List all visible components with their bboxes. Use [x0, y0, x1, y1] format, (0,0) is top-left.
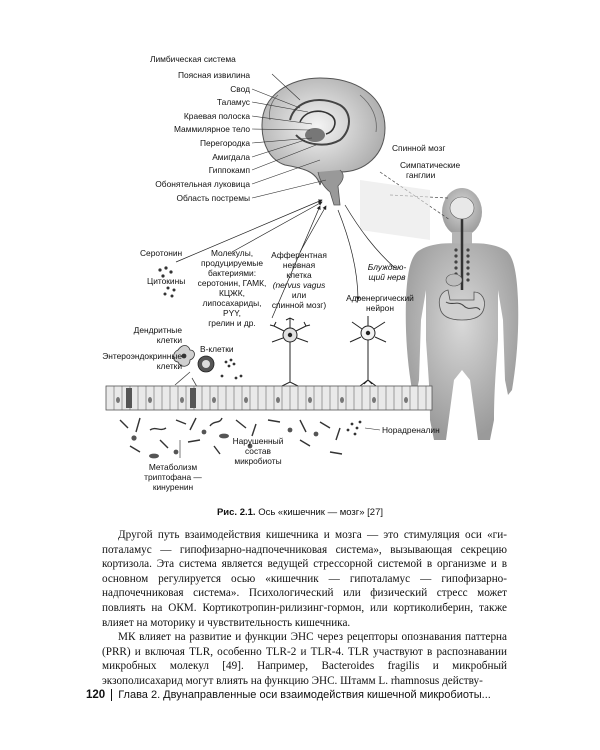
paragraph-1: Другой путь взаимодействия кишечника и мозга — это стимуляция оси «гипоталамус — гипофизарно-надпочечниковая система», вызывающая секрецию кортизола. Эта система является ведущей стрессорной системой в организме и в основном регулируется осью «кишечник — гипоталамус — гипофизарно-надпочечниковая система». Психологический или физический стресс может повлиять на ОКМ. Кортикотропин-рилизинг-гормон, или кортиколиберин, также влияет на моторику и чувствительность кишечника. [102, 529, 507, 629]
label-fornix: Свод [230, 84, 250, 94]
label-septum: Перегородка [199, 138, 250, 148]
paragraph-2: МК влияет на развитие и функции ЭНС через рецепторы опознавания паттерна (PRR) и включая TLR, особенно TLR-2 и TLR-4. TLR участвуют в распознавании микробных молекул [49]. Например, Bacteroides fragilis и микробный экзополисахарид могут влиять на функцию ЭНС. Штамм L. rhamnosus действу- [102, 631, 507, 687]
adrenergic-neuron [350, 316, 386, 386]
body-text [102, 528, 507, 689]
label-spinal-cord: Спинной мозг [392, 143, 446, 153]
page-number: 120 [86, 689, 112, 701]
label-mammillary: Маммилярное тело [173, 124, 250, 134]
label-dysbiosis: Нарушенный состав микробиоты [232, 436, 284, 466]
figure-caption-text: Ось «кишечник — мозг» [27] [258, 507, 384, 518]
intestinal-epithelium [106, 386, 432, 410]
label-cingulate: Поясная извилина [177, 70, 250, 80]
figure-caption [0, 507, 600, 518]
afferent-neuron [270, 318, 310, 386]
noradrenaline-dots [347, 421, 362, 436]
label-tryptophan: Метаболизм триптофана — кинуренин [144, 462, 202, 492]
noradrenaline-leader [365, 428, 380, 430]
label-bacterial-molecules: Молекулы, продуцируемые бактериями: серотонин, ГАМК, КЦЖК, липосахариды, PYY, грелин и др. [197, 248, 267, 328]
label-olfactory: Обонятельная луковица [155, 179, 250, 189]
label-afferent-cell: Афферентная нервная клетка (nervus vagus или спинной мозг) [271, 250, 327, 310]
label-thalamus: Таламус [216, 97, 250, 107]
label-adrenergic-neuron: Адренергический нейрон [346, 293, 414, 313]
chapter-title: Глава 2. Двунаправленные оси взаимодействия кишечной микробиоты... [118, 689, 491, 701]
label-b-cells: B-клетки [200, 344, 234, 354]
label-enteroendocrine: Энтероэндокринные клетки [102, 351, 182, 371]
label-limbic-system: Лимбическая система [150, 54, 236, 64]
label-stria: Краевая полоска [183, 111, 250, 121]
label-sympathetic: Симпатические [400, 160, 461, 170]
label-cytokines: Цитокины [147, 276, 186, 286]
label-serotonin: Серотонин [140, 248, 183, 258]
label-hippocampus: Гиппокамп [208, 165, 250, 175]
label-area-postrema: Область постремы [176, 193, 250, 203]
label-noradrenaline: Норадреналин [382, 425, 440, 435]
label-amygdala: Амигдала [212, 152, 250, 162]
page-footer [86, 689, 491, 707]
label-dendritic-cells: Дендритные клетки [133, 325, 182, 345]
spine-highlight [360, 180, 430, 240]
label-vagus-nerve: Блуждаю- щий нерв [367, 262, 407, 282]
label-ganglia: ганглии [406, 170, 436, 180]
figure-number: Рис. 2.1. [216, 507, 256, 518]
